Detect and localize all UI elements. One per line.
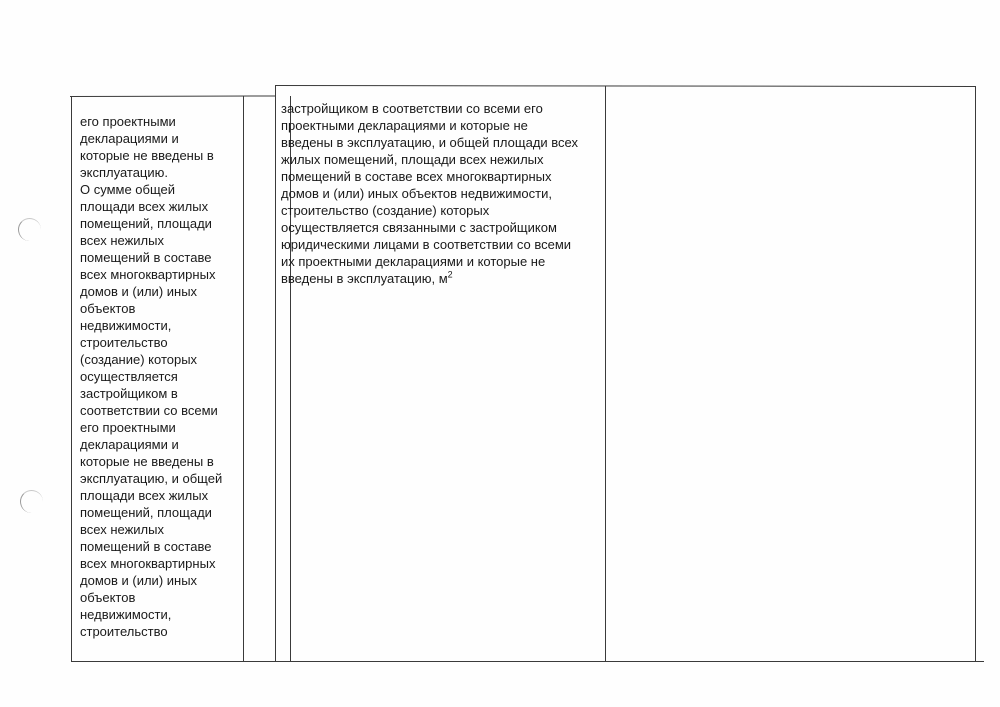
cell-text-line: соответствии со всеми xyxy=(80,403,218,418)
cell-text-line: эксплуатацию. xyxy=(80,165,168,180)
punch-hole-icon xyxy=(18,218,41,241)
table-column-divider xyxy=(605,86,606,662)
cell-text-line: строительство xyxy=(80,335,168,350)
cell-text-line: недвижимости, xyxy=(80,318,172,333)
cell-text-line: застройщиком в xyxy=(80,386,178,401)
cell-text-fragment: введены в эксплуатацию, м xyxy=(281,271,448,286)
table-column-divider xyxy=(275,86,276,662)
cell-text-line: строительство (создание) которых xyxy=(281,203,490,218)
cell-text-line: площади всех жилых xyxy=(80,488,209,503)
cell-text-line: юридическими лицами в соответствии со всеми xyxy=(281,237,572,252)
table-column-divider xyxy=(243,96,244,662)
cell-text-line: его проектными xyxy=(80,114,176,129)
cell-text-line: осуществляется xyxy=(80,369,178,384)
cell-text-line: которые не введены в xyxy=(80,454,214,469)
cell-text-line: помещений в составе всех многоквартирных xyxy=(281,169,552,184)
table-border-top xyxy=(275,85,975,87)
cell-text-line: их проектными декларациями и которые не xyxy=(281,254,546,269)
cell-text-line: (создание) которых xyxy=(80,352,198,367)
cell-text-line: домов и (или) иных xyxy=(80,284,198,299)
cell-text-line: объектов xyxy=(80,590,136,605)
cell-text-line: помещений, площади xyxy=(80,216,212,231)
cell-text-line: застройщиком в соответствии со всеми его xyxy=(281,101,543,116)
cell-text-line xyxy=(281,270,578,287)
cell-text-line: домов и (или) иных объектов недвижимости, xyxy=(281,186,552,201)
cell-text-line: всех многоквартирных xyxy=(80,267,216,282)
cell-text-line: декларациями и xyxy=(80,131,179,146)
cell-text-line: всех многоквартирных xyxy=(80,556,216,571)
cell-text-line: всех нежилых xyxy=(80,233,164,248)
cell-text-line: осуществляется связанными с застройщиком xyxy=(281,220,557,235)
cell-text-line: которые не введены в xyxy=(80,148,214,163)
cell-text-line: помещений, площади xyxy=(80,505,212,520)
punch-hole-icon xyxy=(20,490,43,513)
cell-text-line: площади всех жилых xyxy=(80,199,209,214)
cell-text-line: объектов xyxy=(80,301,136,316)
table-border-bottom xyxy=(72,661,984,662)
cell-text-line: недвижимости, xyxy=(80,607,172,622)
cell-text-line: декларациями и xyxy=(80,437,179,452)
cell-text-line: строительство xyxy=(80,624,168,639)
cell-text-line: всех нежилых xyxy=(80,522,164,537)
table-cell-indicator xyxy=(281,100,578,287)
cell-text-line: помещений в составе xyxy=(80,250,212,265)
table-column-divider xyxy=(71,96,72,662)
cell-text-line: эксплуатацию, и общей xyxy=(80,471,223,486)
unit-superscript: 2 xyxy=(447,269,453,280)
cell-text-line: О сумме общей xyxy=(80,182,176,197)
cell-text-line: проектными декларациями и которые не xyxy=(281,118,528,133)
cell-text-line: помещений в составе xyxy=(80,539,212,554)
cell-text-line: домов и (или) иных xyxy=(80,573,198,588)
table-cell-description xyxy=(80,113,222,640)
table-border-top xyxy=(70,95,275,97)
cell-text-line: жилых помещений, площади всех нежилых xyxy=(281,152,544,167)
table-column-divider xyxy=(975,86,976,662)
cell-text-line: его проектными xyxy=(80,420,176,435)
cell-text-line: введены в эксплуатацию, и общей площади всех xyxy=(281,135,578,150)
